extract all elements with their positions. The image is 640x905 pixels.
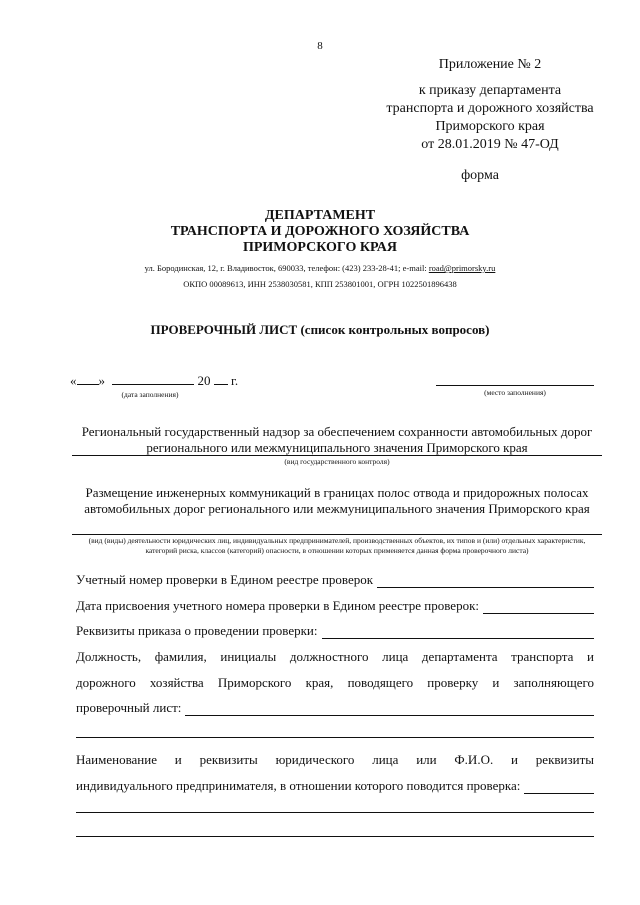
registry-date-field[interactable] — [483, 601, 594, 614]
department-line-3: ПРИМОРСКОГО КРАЯ — [242, 240, 398, 255]
year-suffix: г. — [231, 373, 239, 388]
place-hint: (место заполнения) — [484, 388, 546, 397]
entity-field-extra-line-1[interactable] — [76, 812, 594, 813]
entity-field-extra-line-2[interactable] — [76, 836, 594, 837]
registry-date-row — [76, 598, 594, 614]
form-label: форма — [461, 168, 499, 183]
date-close-quote: » — [98, 373, 105, 388]
day-blank[interactable] — [77, 372, 99, 385]
department-address: ул. Бородинская, 12, г. Владивосток, 690033, телефон: (423) 233-28-41; e-mail: — [144, 263, 429, 273]
entity-field[interactable] — [524, 781, 594, 794]
year-prefix: 20 — [197, 373, 211, 388]
official-field-extra-line[interactable] — [76, 737, 594, 738]
month-blank[interactable] — [112, 372, 194, 385]
department-line-2: ТРАНСПОРТА И ДОРОЖНОГО ХОЗЯЙСТВА — [170, 224, 470, 239]
registry-date-label: Дата присвоения учетного номера проверки в Едином реестре проверок: — [76, 598, 480, 613]
order-details-row — [76, 623, 594, 639]
official-field[interactable] — [185, 703, 594, 716]
activity-underline — [72, 534, 602, 535]
registry-number-field[interactable] — [377, 575, 594, 588]
appendix-line-3: Приморского края — [435, 119, 545, 134]
place-blank[interactable] — [436, 385, 594, 386]
activity-type: Размещение инженерных коммуникаций в границах полос отвода и придорожных полосах автомобильных дорог регионального или межмуниципального значения Приморского края — [84, 485, 590, 516]
order-details-label: Реквизиты приказа о проведении проверки: — [76, 623, 318, 638]
supervision-type: Региональный государственный надзор за обеспечением сохранности автомобильных дорог регионального или межмуниципального значения Приморского края — [81, 424, 593, 455]
order-details-field[interactable] — [322, 626, 594, 639]
registry-number-row — [76, 572, 594, 588]
appendix-block — [380, 56, 600, 154]
official-line-2: дорожного хозяйства Приморского края, поводящего проверку и заполняющего — [76, 675, 594, 690]
department-header — [0, 208, 640, 256]
department-line-1: ДЕПАРТАМЕНТ — [264, 208, 376, 223]
date-hint: (дата заполнения) — [121, 390, 179, 399]
activity-hint: (вид (виды) деятельности юридических лиц, индивидуальных предпринимателей, производственных объектов, их типов и (или) отдельных характеристик, категорий риска, классов (категорий) опасности, в отношении которых применяется данная форма проверочного листа) — [88, 536, 586, 555]
entity-row-2 — [76, 778, 594, 794]
official-row-3 — [76, 700, 594, 716]
date-open-quote: « — [70, 373, 77, 388]
appendix-title: Приложение № 2 — [438, 57, 542, 72]
department-codes: ОКПО 00089613, ИНН 2538030581, КПП 253801001, ОГРН 1022501896438 — [183, 279, 457, 289]
appendix-line-4: от 28.01.2019 № 47-ОД — [421, 137, 559, 152]
appendix-line-1: к приказу департамента — [418, 83, 562, 98]
appendix-line-2: транспорта и дорожного хозяйства — [386, 101, 594, 116]
date-fill-line — [70, 372, 238, 389]
document-title: ПРОВЕРОЧНЫЙ ЛИСТ (список контрольных вопросов) — [150, 322, 490, 337]
page-number: 8 — [317, 40, 323, 52]
entity-line-2: индивидуального предпринимателя, в отношении которого поводится проверка: — [76, 778, 521, 793]
supervision-hint: (вид государственного контроля) — [284, 457, 390, 466]
department-email-link[interactable]: road@primorsky.ru — [428, 263, 496, 273]
entity-line-1: Наименование и реквизиты юридического лица или Ф.И.О. и реквизиты — [76, 752, 594, 767]
registry-number-label: Учетный номер проверки в Едином реестре проверок — [76, 572, 374, 587]
official-line-1: Должность, фамилия, инициалы должностного лица департамента транспорта и — [76, 649, 594, 664]
supervision-underline — [72, 455, 602, 456]
official-line-3: проверочный лист: — [76, 700, 182, 715]
department-contacts — [0, 260, 640, 292]
year-blank[interactable] — [214, 372, 228, 385]
